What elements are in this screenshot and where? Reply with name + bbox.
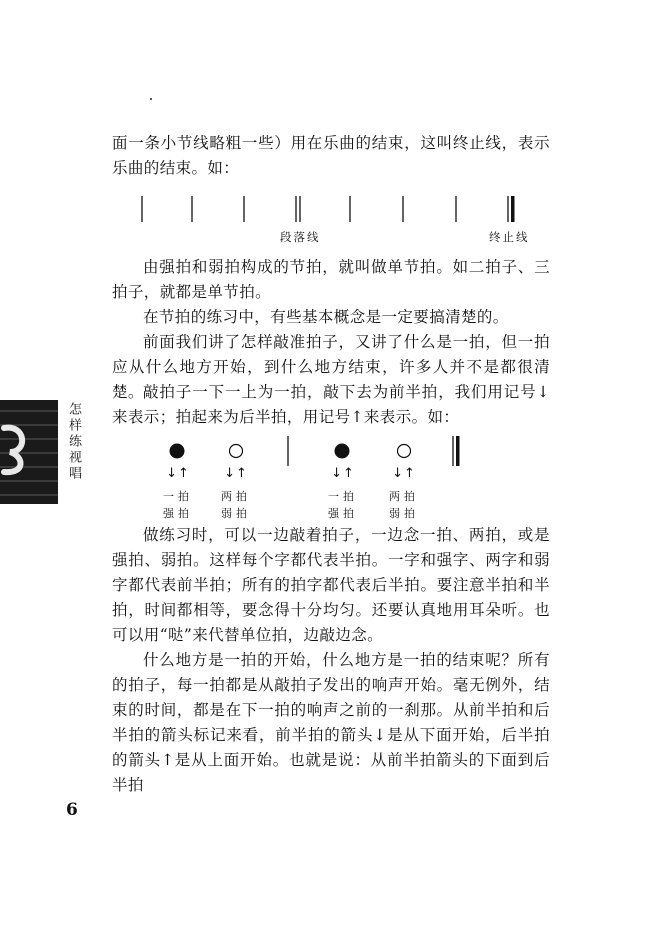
paragraph-beat-boundary: 什么地方是一拍的开始，什么地方是一拍的结束呢？所有的拍子，每一拍都是从敲拍子发出的响声开始。毫无例外，结束的时间，都是在下一拍的响声之前的一刹那。从前半拍和后半拍的箭头标记来看，前半拍的箭头↓是从下面开始，后半拍的箭头↑是从上面开始。也就是说：从前半拍箭头的下面到后半拍	[112, 651, 550, 794]
beat-count-label: 两拍	[389, 490, 419, 503]
beat-count-label: 一拍	[328, 490, 358, 503]
weak-beat-dot	[398, 445, 411, 458]
paragraph-single-meter: 由强拍和弱拍构成的节拍，就叫做单节拍。如二拍子、三拍子，就都是单节拍。	[112, 258, 550, 301]
barline-figure	[120, 190, 540, 230]
weak-beat-dot	[230, 445, 243, 458]
paragraph-half-beats: 敲拍子一下一上为一拍，敲下去为前半拍，我们用记号↓来表示；拍起来为后半拍，用记号↑来表示。如：	[112, 383, 550, 426]
final-line-label: 终止线	[489, 230, 530, 244]
page-speck	[150, 98, 152, 100]
final-barline-thick	[456, 436, 460, 466]
beat-arrows: ↓↑	[166, 466, 190, 481]
final-barline-thick	[511, 196, 515, 222]
beat-arrows: ↓↑	[224, 466, 248, 481]
side-tab-decoration	[0, 400, 58, 504]
book-title-vertical: 怎样练视唱	[66, 402, 81, 482]
beat-arrows: ↓↑	[392, 466, 416, 481]
paragraph-practice: 做练习时，可以一边敲着拍子，一边念一拍、两拍，或是强拍、弱拍。这样每个字都代表半拍。一字和强字、两字和弱字都代表前半拍；所有的拍字都代表后半拍。要注意半拍和半拍，时间都相等，要念得十分均匀。还要认真地用耳朵听。也可以用“哒”来代替单位拍，边敲边念。	[112, 526, 550, 644]
strong-beat-dot	[335, 444, 350, 459]
page-number: 6	[66, 800, 78, 820]
strong-beat-dot	[170, 444, 185, 459]
beat-strength-label: 弱拍	[389, 507, 419, 520]
beat-arrows: ↓↑	[331, 466, 355, 481]
section-line-label: 段落线	[280, 230, 321, 244]
swirl-icon	[4, 428, 22, 473]
beat-strength-label: 弱拍	[221, 507, 251, 520]
beat-count-label: 两拍	[221, 490, 251, 503]
beat-strength-label: 强拍	[328, 507, 358, 520]
paragraph-final-barline: 面一条小节线略粗一些）用在乐曲的结束，这叫终止线，表示乐曲的结束。如：	[112, 134, 550, 177]
beat-count-label: 一拍	[163, 490, 193, 503]
paragraph-beat-start-end: 前面我们讲了怎样敲准拍子，又讲了什么是一拍，但一拍应从什么地方开始，到什么地方结束，许多人并不是都很清楚。	[112, 333, 550, 401]
beat-strength-label: 强拍	[163, 507, 193, 520]
paragraph-basic-concepts: 在节拍的练习中，有些基本概念是一定要搞清楚的。	[143, 308, 509, 326]
